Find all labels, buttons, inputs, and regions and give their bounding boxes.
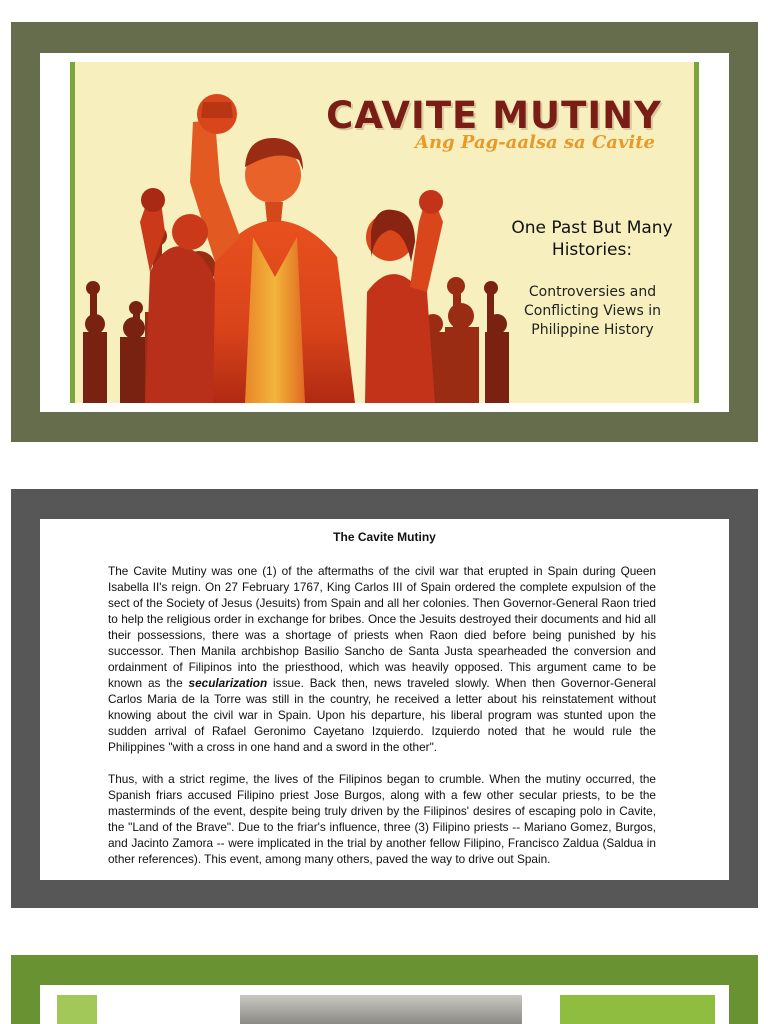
- emphasized-term: secularization: [188, 676, 268, 690]
- description-line: Controversies and: [528, 284, 657, 300]
- slide-title: CAVITE MUTINY: [326, 94, 662, 137]
- slide-3-content: [40, 985, 729, 1024]
- description-line: Conflicting Views in: [524, 303, 661, 319]
- slide-3: [11, 955, 758, 1024]
- slide-heading: [487, 217, 697, 261]
- slide-description: [505, 283, 680, 340]
- slide-2: [11, 489, 758, 908]
- document-paragraph: [108, 563, 656, 755]
- slide-1-cover: [70, 62, 699, 403]
- decorative-shape: [57, 995, 97, 1024]
- slide-subtitle: Ang Pag-aalsa sa Cavite: [414, 132, 656, 153]
- paragraph-text: issue. Back then, news traveled slowly. When then Governor-General Carlos Maria de la Torre was still in the country, he received a letter about his reinstatement without knowing about the civil war in Spain. Upon his departure, his liberal program was stunted upon the sudden arrival of Rafael Geronimo Cayetano Izquierdo. Izquierdo noted that he would rule the Philippines "with a cross in one hand and a sword in the other".: [108, 676, 656, 754]
- slide-1: [11, 22, 758, 442]
- description-line: Philippine History: [531, 322, 654, 338]
- paragraph-text: The Cavite Mutiny was one (1) of the aftermaths of the civil war that erupted in Spain during Queen Isabella II's reign. On 27 February 1767, King Carlos III of Spain ordered the complete expulsion of the sect of the Society of Jesus (Jesuits) from Spain and all her colonies. Then Governor-General Raon tried to help the religious order in exchange for bribes. Once the Jesuits destroyed their documents and hid all their possessions, there was a shortage of priests when Raon died before being punished by his successor. Then Manila archbishop Basilio Sancho de Santa Justa spearheaded the conversion and ordainment of Filipinos into the priesthood, which was heavily opposed. This argument came to be known as the: [108, 564, 656, 690]
- slide-2-content: [40, 519, 729, 880]
- document-paragraph: Thus, with a strict regime, the lives of the Filipinos began to crumble. When the mutiny occurred, the Spanish friars accused Filipino priest Jose Burgos, along with a few other secular priests, to be the masterminds of the event, despite being truly driven by the Filipinos' desires of escaping polo in Cavite, the "Land of the Brave". Due to the friar's influence, three (3) Filipino priests -- Mariano Gomez, Burgos, and Jacinto Zamora -- were implicated in the trial by another fellow Filipino, Francisco Zaldua (Saldua in other references). This event, among many others, paved the way to drive out Spain.: [108, 772, 656, 866]
- decorative-shape: [560, 995, 715, 1024]
- document-title: The Cavite Mutiny: [333, 530, 436, 544]
- heading-line: One Past But Many: [511, 218, 673, 238]
- heading-line: Histories:: [551, 240, 633, 260]
- historical-photo: [240, 995, 522, 1024]
- slide-1-content: [40, 53, 729, 412]
